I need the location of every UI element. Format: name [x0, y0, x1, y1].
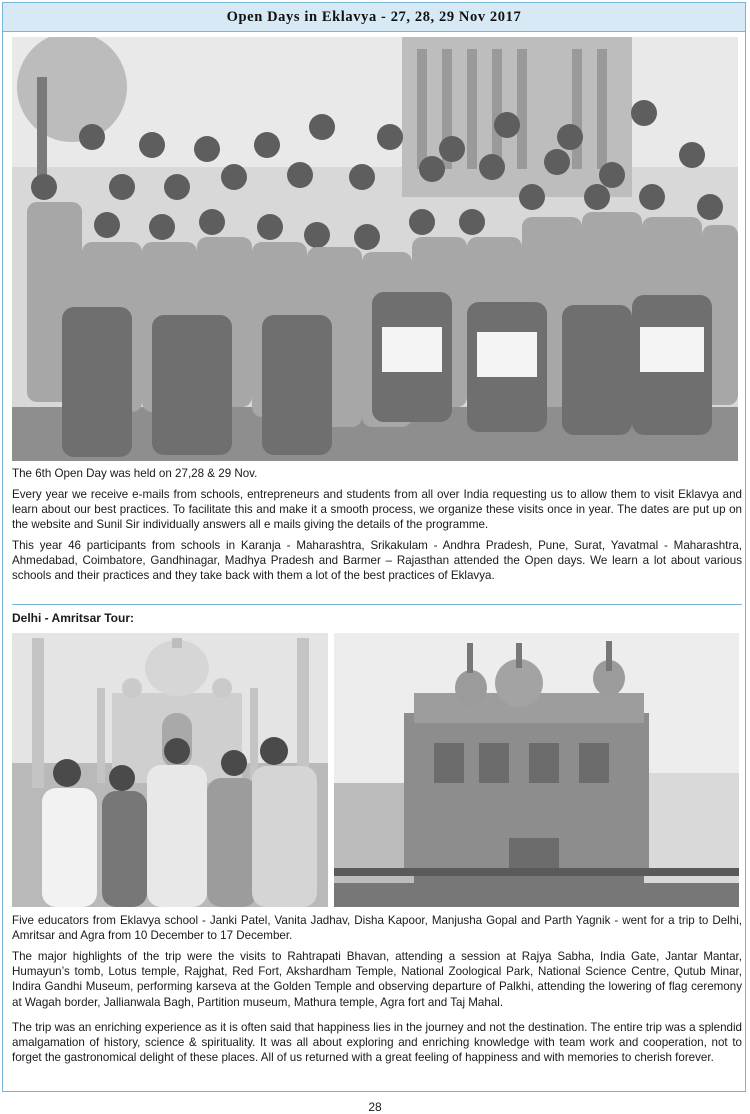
- page-title: Open Days in Eklavya - 27, 28, 29 Nov 2017: [3, 3, 745, 32]
- open-day-paragraph-2: This year 46 participants from schools in Karanja - Maharashtra, Srikakulam - Andhra Pradesh, Pune, Surat, Yavatmal - Maharashtra, Ahmedabad, Coimbatore, Gandhinagar, Madhya Pradesh and Barmer – Rajasthan attended the Open days. We learn a lot about various schools and their practices and they take back with them a lot of the best practices of Eklavya.: [12, 539, 742, 583]
- open-day-caption: The 6th Open Day was held on 27,28 & 29 Nov.: [12, 467, 258, 480]
- tour-paragraph-1: Five educators from Eklavya school - Janki Patel, Vanita Jadhav, Disha Kapoor, Manjusha Gopal and Parth Yagnik - went for a trip to Delhi, Amritsar and Agra from 10 December to 17 December.: [12, 914, 742, 943]
- tour-section-title: Delhi - Amritsar Tour:: [12, 611, 135, 625]
- page-number: 28: [368, 1100, 382, 1114]
- open-day-paragraph-1: Every year we receive e-mails from schools, entrepreneurs and students from all over India requesting us to allow them to visit Eklavya and learn about our best practices. To facilitate this and make it a smooth process, we organize these visits once in year. The dates are put up on the website and Sunil Sir individually answers all e mails giving the details of the programme.: [12, 488, 742, 532]
- tour-paragraph-2: The major highlights of the trip were the visits to Rahtrapati Bhavan, attending a session at Rajya Sabha, India Gate, Jantar Mantar, Humayun’s tomb, Lotus temple, Rajghat, Red Fort, Akshardham Temple, National Zoological Park, National Science Centre, Qutub Minar, Indira Gandhi Museum, performing karseva at the Golden Temple and observing departure of Palkhi, attending the lowering of flag ceremony at Wagah border, Jallianwala Bagh, Partition museum, Mathura temple, Agra fort and Taj Mahal.: [12, 950, 742, 1009]
- tour-paragraph-3: The trip was an enriching experience as it is often said that happiness lies in the journey and not the destination. The entire trip was a splendid amalgamation of history, science & spirituality. It was all about exploring and enriching knowledge with team work and cooperation, not to forget the gastronomical delight of these places. All of us returned with a great feeling of happiness and with memories to cherish forever.: [12, 1021, 742, 1065]
- section-divider: [12, 604, 742, 605]
- group-photo: [12, 37, 738, 461]
- taj-mahal-photo: [12, 633, 328, 907]
- golden-temple-photo: [334, 633, 739, 907]
- page-frame: [2, 2, 746, 1092]
